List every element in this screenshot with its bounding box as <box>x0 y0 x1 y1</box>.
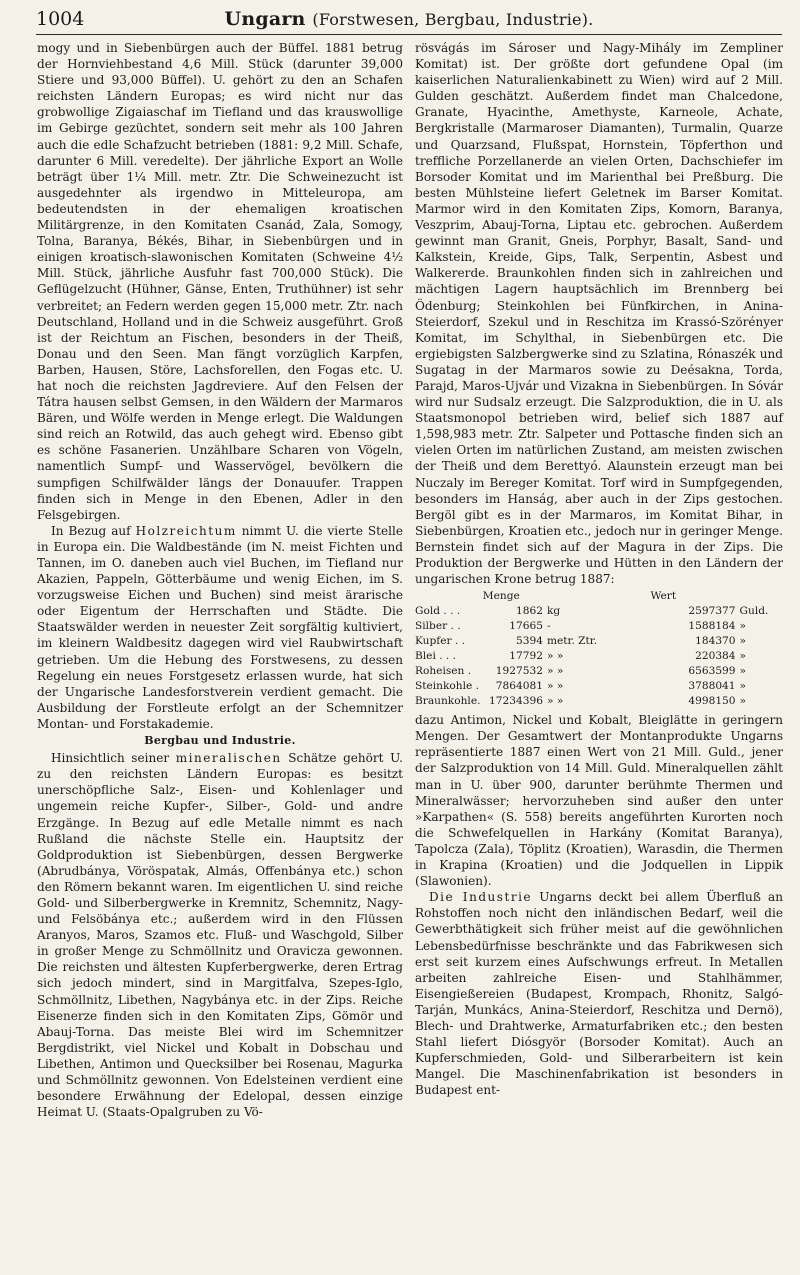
production-table-row <box>415 604 781 619</box>
amount-cell: 17665 <box>509 620 543 633</box>
amount-unit-cell: - <box>546 620 551 633</box>
amount-cell: 17234396 <box>489 695 543 708</box>
minerals-text: Schätze gehört U. zu den reichsten Ländern Europas: es besitzt unerschöpfliche Salz-, Eisen- und Kohlenlager und ungemein reiche Kupfer-, Silber-, Gold- und andre Erzgänge. In Bezug auf edle Metalle nimmt es nach Rußland die nächste Stelle ein. Hauptsitz der Goldproduktion ist Siebenbürgen, dessen Bergwerke (Abrudbánya, Vöröspatak, Almás, Offenbánya etc.) schon den Römern bekannt waren. Im eigentlichen U. sind reiche Gold- und Silberbergwerke in Kremnitz, Schemnitz, Nagy- und Felsöbánya etc.; außerdem wird in den Flüssen Aranyos, Maros, Szamos etc. Fluß- und Waschgold, Silber in großer Menge zu Schmöllnitz und Oravicza gewonnen. Die reichsten und ältesten Kupferbergwerke, deren Ertrag sich jedoch mindert, sind in Margitfalva, Szepes-Iglo, Schmöllnitz, Libethen, Nagybánya etc. in der Zips. Reiche Eisenerze finden sich in den Komitaten Zips, Gömör und Abauj-Torna. Das meiste Blei wird im Schemnitzer Bergdistrikt, viel Nickel und Kobalt in Dobschau und Libethen, Antimon und Quecksilber bei Rosenau, Magurka und Schmöllnitz gewonnen. Von Edelsteinen verdient eine besondere Erwähnung der Edelopal, dessen einzige Heimat U. (Staats-Opalgruben zu Vö- <box>37 751 403 1120</box>
value-cell: 220384 <box>695 650 736 663</box>
production-table-row <box>415 664 781 679</box>
production-table <box>415 589 781 709</box>
production-table-row <box>415 694 781 709</box>
minerals-keyword: mineralischen <box>175 751 282 766</box>
title-sub: (Forstwesen, Bergbau, Industrie). <box>312 10 594 29</box>
forestry-keyword: Holzreichtum <box>135 523 237 538</box>
commodity-name: Blei . . . <box>415 650 457 663</box>
running-title <box>36 8 782 30</box>
right-column <box>415 40 783 1098</box>
value-cell: 6563599 <box>688 665 736 678</box>
paragraph-industry <box>415 889 783 1098</box>
col-header-wert: Wert <box>650 590 677 603</box>
value-unit-cell: » <box>739 635 747 648</box>
paragraph-forestry <box>37 523 403 732</box>
value-unit-cell: » <box>739 695 747 708</box>
production-table-row <box>415 634 781 649</box>
amount-cell: 1862 <box>516 605 543 618</box>
production-table-header <box>415 589 781 604</box>
forestry-text: nimmt U. die vierte Stelle in Europa ein. Die Waldbestände (im N. meist Fichten und Tannen, im O. daneben auch viel Buchen, im Tiefland nur Akazien, Pappeln, Götterbäume und wenig Eichen, im S. vorzugsweise Eichen und Buchen) sind meist ärarische oder Eigentum der Herrschaften und Städte. Die Staatswälder werden in neuester Zeit sorgfältig kultiviert, im kleinern Waldbesitz dagegen wird viel Raubwirtschaft getrieben. Um die Hebung des Forstwesens, zu dessen Regelung ein neues Forstgesetz erlassen wurde, hat sich der Ungarische Landesforstverein verdient gemacht. Die Ausbildung der Forstleute erfolgt an der Schemnitzer Montan- und Forstakademie. <box>37 523 403 731</box>
commodity-name: Braunkohle. <box>415 695 481 708</box>
amount-cell: 5394 <box>516 635 543 648</box>
production-table-row <box>415 619 781 634</box>
paragraph-gems-salt: rösvágás im Sároser und Nagy-Mihály im Zempliner Komitat) ist. Der größte dort gefundene Opal (im kaiserlichen Naturalienkabinett zu Wien) wird auf 2 Mill. Gulden geschätzt. Außerdem findet man Chalcedone, Granate, Hyacinthe, Amethyste, Karneole, Achate, Bergkristalle (Marmaroser Diamanten), Turmalin, Quarze und Quarzsand, Flußspat, Hornstein, Töpferthon und treffliche Porzellanerde an vielen Orten, Dachschiefer im Borsoder Komitat und im Marienthal bei Preßburg. Die besten Mühlsteine liefert Geletnek im Barser Komitat. Marmor wird in den Komitaten Zips, Komorn, Baranya, Veszprim, Abauj-Torna, Liptau etc. gebrochen. Außerdem gewinnt man Granit, Gneis, Porphyr, Basalt, Sand- und Kalkstein, Kreide, Gips, Talk, Serpentin, Asbest und Walkererde. Braunkohlen finden sich in zahlreichen und mächtigen Lagern hauptsächlich im Brennberg bei Ödenburg; Steinkohlen bei Fünfkirchen, in Anina-Steierdorf, Szekul und in Reschitza im Krassó-Szörényer Komitat, im Schylthal, in Siebenbürgen etc. Die ergiebigsten Salzbergwerke sind zu Szlatina, Rónaszék und Sugatag in der Marmaros sowie zu Deésakna, Torda, Parajd, Maros-Ujvár und Vizakna in Siebenbürgen. In Sóvár wird nur Sudsalz erzeugt. Die Salzproduktion, die in U. als Staatsmonopol betrieben wird, belief sich 1887 auf 1,598,983 metr. Ztr. Salpeter und Pottasche finden sich an vielen Orten im natürlichen Zustand, am meisten zwischen der Theiß und dem Berettyó. Alaunstein erzeugt man bei Nuczaly im Bereger Komitat. Torf wird in Sumpfgegenden, besonders im Hanság, aber auch in der Zips gestochen. Bergöl gibt es in der Marmaros, im Komitat Bihar, in Siebenbürgen, Kroatien etc., jedoch nur in geringer Menge. Bernstein findet sich auf der Magura in der Zips. Die Produktion der Bergwerke und Hütten in den Ländern der ungarischen Krone betrug 1887: <box>415 41 783 587</box>
paragraph-minerals <box>37 750 403 1120</box>
value-cell: 184370 <box>695 635 736 648</box>
paragraph-livestock: mogy und in Siebenbürgen auch der Büffel. 1881 betrug der Hornviehbestand 4,6 Mill. Stück (darunter 39,000 Stiere und 93,000 Büffel). U. gehört zu den an Schafen reichsten Ländern Europas; es wird nicht nur das grobwollige Zigaiaschaf im Tiefland und das krauswollige im Gebirge gezüchtet, sondern seit mehr als 100 Jahren auch die edle Schafzucht betrieben (1881: 9,2 Mill. Schafe, darunter 6 Mill. veredelte). Der jährliche Export an Wolle beträgt über 1¼ Mill. metr. Ztr. Die Schweinezucht ist ausgedehnter als irgendwo in Mitteleuropa, am bedeutendsten in der ehemaligen kroatischen Militärgrenze, in den Komitaten Csanád, Zala, Somogy, Tolna, Baranya, Békés, Bihar, in Siebenbürgen und in einigen kroatisch-slawonischen Komitaten (Schweine 4½ Mill. Stück, jährliche Ausfuhr fast 700,000 Stück). Die Geflügelzucht (Hühner, Gänse, Enten, Truthühner) ist sehr verbreitet; an Federn werden gegen 15,000 metr. Ztr. nach Deutschland, Holland und in die Schweiz ausgeführt. Groß ist der Reichtum an Fischen, besonders in der Theiß, Donau und den Seen. Man fängt vorzüglich Karpfen, Barben, Hausen, Störe, Lachsforellen, den Fogas etc. U. hat noch die reichsten Jagdreviere. Auf den Felsen der Tátra hausen selbst Gemsen, in den Wäldern der Marmaros Bären, und Wölfe werden in Menge erlegt. Die Waldungen sind reich an Rotwild, das auch gehegt wird. Ebenso gibt es schöne Fasanerien. Unzählbare Scharen von Vögeln, namentlich Sumpf- und Wasservögel, bevölkern die sumpfigen Schilfwälder längs der Donauufer. Trappen finden sich in Menge in den Ebenen, Adler in den Felsgebirgen. <box>37 41 403 522</box>
commodity-name: Roheisen . <box>415 665 472 678</box>
value-unit-cell: » <box>739 680 747 693</box>
value-unit-cell: » <box>739 620 747 633</box>
amount-unit-cell: » » <box>546 695 564 708</box>
value-cell: 2597377 <box>688 605 736 618</box>
production-table-row <box>415 679 781 694</box>
amount-unit-cell: metr. Ztr. <box>546 635 598 648</box>
industry-text: Ungarns deckt bei allem Überfluß an Rohstoffen noch nicht den inländischen Bedarf, weil die Gewerbthätigkeit sich früher meist auf die gewöhnlichen Lebensbedürfnisse beschränkte und das Fabrikwesen sich erst seit kurzem eines Aufschwungs erfreut. In Metallen arbeiten zahlreiche Eisen- und Stahlhämmer, Eisengießereien (Budapest, Krompach, Rhonitz, Salgó-Tarján, Munkács, Anina-Steierdorf, Reschitza und Dernö), Blech- und Drahtwerke, Armaturfabriken etc.; den besten Stahl liefert Diósgyör (Borsoder Komitat). Auch an Kupferschmieden, Gold- und Silberarbeitern ist kein Mangel. Die Maschinenfabrikation ist besonders in Budapest ent- <box>415 890 783 1098</box>
amount-cell: 17792 <box>509 650 543 663</box>
amount-cell: 7864081 <box>495 680 543 693</box>
amount-unit-cell: kg <box>546 605 561 618</box>
value-unit-cell: Guld. <box>739 605 769 618</box>
amount-unit-cell: » » <box>546 680 564 693</box>
commodity-name: Silber . . <box>415 620 461 633</box>
production-table-row <box>415 649 781 664</box>
amount-cell: 1927532 <box>495 665 543 678</box>
amount-unit-cell: » » <box>546 650 564 663</box>
paragraph-mineral-springs: dazu Antimon, Nickel und Kobalt, Bleiglätte in geringern Mengen. Der Gesamtwert der Montanprodukte Ungarns repräsentierte 1887 einen Wert von 21 Mill. Guld., jener der Salzproduktion von 14 Mill. Guld. Mineralquellen zählt man in U. über 900, darunter berühmte Thermen und Mineralwässer; hervorzuheben sind außer den unter »Karpathen« (S. 558) bereits angeführten Kurorten noch die Schwefelquellen in Harkány (Komitat Baranya), Tapolcza (Zala), Töplitz (Kroatien), Warasdin, die Thermen in Krapina (Kroatien) und die Jodquellen in Lippik (Slawonien). <box>415 713 783 889</box>
forestry-lead: In Bezug auf <box>51 523 136 538</box>
value-unit-cell: » <box>739 650 747 663</box>
commodity-name: Gold . . . <box>415 605 461 618</box>
minerals-lead: Hinsichtlich seiner <box>51 751 176 766</box>
value-cell: 4998150 <box>688 695 736 708</box>
commodity-name: Steinkohle . <box>415 680 480 693</box>
section-heading-mining: Bergbau und Industrie. <box>144 734 296 748</box>
value-unit-cell: » <box>739 665 747 678</box>
commodity-name: Kupfer . . <box>415 635 466 648</box>
title-main: Ungarn <box>224 8 306 30</box>
left-column <box>37 40 403 1120</box>
amount-unit-cell: » » <box>546 665 564 678</box>
running-header <box>36 6 782 35</box>
page-number: 1004 <box>36 8 85 30</box>
value-cell: 1588184 <box>688 620 736 633</box>
value-cell: 3788041 <box>688 680 736 693</box>
industry-keyword: Die Industrie <box>429 890 533 905</box>
col-header-menge: Menge <box>482 590 520 603</box>
